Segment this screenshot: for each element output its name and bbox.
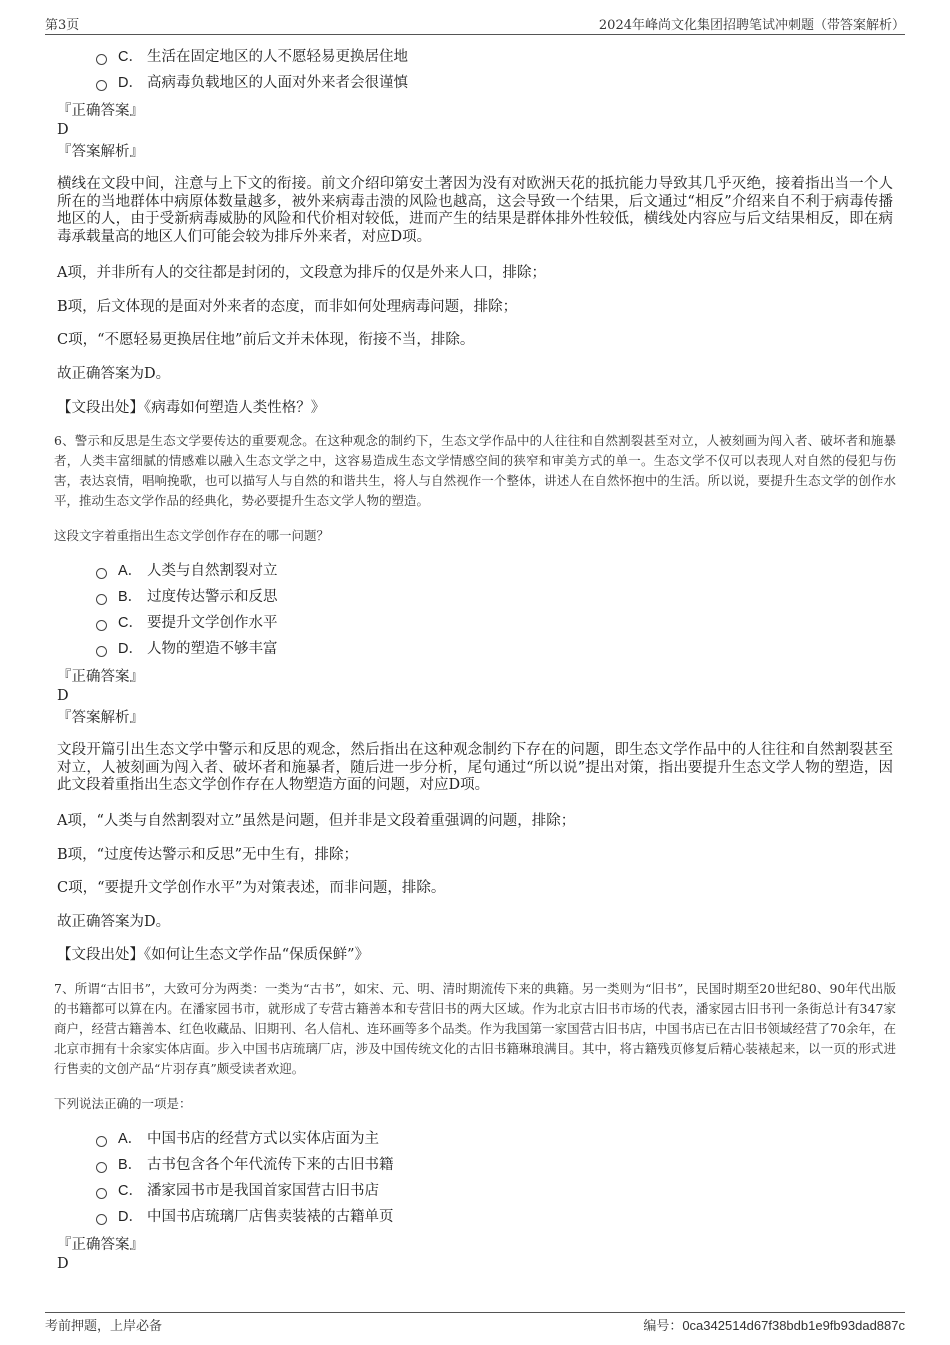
answer-label: 『正确答案』: [57, 1237, 144, 1253]
option-text: 过度传达警示和反思: [147, 589, 278, 605]
page-footer: [45, 1315, 905, 1333]
answer-value: D: [57, 688, 69, 704]
analysis-text: 文段开篇引出生态文学中警示和反思的观念，然后指出在这种观念制约下存在的问题，即生态文学作品中的人往往和自然割裂甚至对立，人被刻画为闯入者、破坏者和施暴者，随后进一步分析，尾句通过“所以说”提出对策，指出要提升生态文学人物的塑造，因此文段着重指出生态文学创作存在人物塑造方面的问题，对应D项。: [57, 742, 893, 793]
footer-divider: [45, 1312, 905, 1313]
option-text: 中国书店琉璃厂店售卖装裱的古籍单页: [147, 1209, 394, 1225]
answer-value: D: [57, 122, 69, 138]
option-text: 生活在固定地区的人不愿轻易更换居住地: [147, 49, 408, 65]
radio-icon[interactable]: [96, 80, 107, 91]
source-citation: 【文段出处】《如何让生态文学作品“保质保鲜”》: [57, 947, 370, 963]
option-d[interactable]: D． 人物的塑造不够丰富: [96, 639, 278, 659]
option-text: 人类与自然割裂对立: [147, 563, 278, 579]
analysis-text: 横线在文段中间，注意与上下文的衔接。前文介绍印第安土著因为没有对欧洲天花的抵抗能力导致其几乎灭绝，接着指出当一个人所在的当地群体中病原体数量越多，被外来病毒击溃的风险也越高，这会导致一个结果，后文通过“相反”介绍来自不利于病毒传播地区的人，由于受新病毒威胁的风险和代价相对较低，进而产生的结果是群体排外性较低，横线处内容应与后文结果相反，即在病毒承载量高的地区人们可能会较为排斥外来者，对应D项。: [57, 176, 893, 245]
option-d[interactable]: D． 中国书店琉璃厂店售卖装裱的古籍单页: [96, 1207, 394, 1227]
radio-icon[interactable]: [96, 1136, 107, 1147]
option-text: 潘家园书市是我国首家国营古旧书店: [147, 1183, 379, 1199]
option-c[interactable]: C． 生活在固定地区的人不愿轻易更换居住地: [96, 47, 408, 67]
option-text: 古书包含各个年代流传下来的古旧书籍: [147, 1157, 394, 1173]
answer-label: 『正确答案』: [57, 103, 144, 119]
document-id: [643, 1315, 905, 1334]
analysis-note: A项，并非所有人的交往都是封闭的，文段意为排斥的仅是外来人口，排除；: [57, 265, 546, 281]
option-text: 中国书店的经营方式以实体店面为主: [147, 1131, 379, 1147]
radio-icon[interactable]: [96, 646, 107, 657]
question-prompt: 这段文字着重指出生态文学创作存在的哪一问题？: [54, 528, 330, 543]
page-number: 第3页: [45, 18, 80, 33]
radio-icon[interactable]: [96, 568, 107, 579]
radio-icon[interactable]: [96, 620, 107, 631]
answer-value: D: [57, 1256, 69, 1272]
option-text: 人物的塑造不够丰富: [147, 641, 278, 657]
question-prompt: 下列说法正确的一项是：: [54, 1096, 192, 1111]
option-b[interactable]: B． 古书包含各个年代流传下来的古旧书籍: [96, 1155, 394, 1175]
option-d[interactable]: D． 高病毒负载地区的人面对外来者会很谨慎: [96, 73, 408, 93]
radio-icon[interactable]: [96, 1188, 107, 1199]
document-id-value: 0ca342514d67f38bdb1e9fb93dad887c: [682, 1318, 905, 1333]
analysis-note: B项，后文体现的是面对外来者的态度，而非如何处理病毒问题，排除；: [57, 299, 518, 315]
option-text: 要提升文学创作水平: [147, 615, 278, 631]
question-stem: 6、警示和反思是生态文学要传达的重要观念。在这种观念的制约下，生态文学作品中的人往往和自然割裂甚至对立，人被刻画为闯入者、破坏者和施暴者，人类丰富细腻的情感难以融入生态文学之中，这容易造成生态文学情感空间的狭窄和审美方式的单一。生态文学不仅可以表现人对自然的侵犯与伤害，表达哀情，唱响挽歌，也可以描写人与自然的和谐共生，将人与自然视作一个整体，讲述人在自然怀抱中的生活。所以说，要提升生态文学的创作水平，推动生态文学作品的经典化，势必要提升生态文学人物的塑造。: [54, 433, 896, 508]
radio-icon[interactable]: [96, 594, 107, 605]
option-a[interactable]: A． 人类与自然割裂对立: [96, 561, 278, 581]
option-c[interactable]: C． 潘家园书市是我国首家国营古旧书店: [96, 1181, 379, 1201]
option-a[interactable]: A． 中国书店的经营方式以实体店面为主: [96, 1129, 379, 1149]
option-b[interactable]: B． 过度传达警示和反思: [96, 587, 278, 607]
page-header: [45, 14, 905, 34]
analysis-note: C项，“要提升文学创作水平”为对策表述，而非问题，排除。: [57, 880, 446, 896]
analysis-note: 故正确答案为D。: [57, 366, 171, 382]
analysis-note: A项，“人类与自然割裂对立”虽然是问题，但并非是文段着重强调的问题，排除；: [57, 813, 576, 829]
radio-icon[interactable]: [96, 1214, 107, 1225]
document-title: 2024年峰尚文化集团招聘笔试冲刺题（带答案解析）: [598, 18, 905, 33]
radio-icon[interactable]: [96, 54, 107, 65]
answer-label: 『正确答案』: [57, 669, 144, 685]
radio-icon[interactable]: [96, 1162, 107, 1173]
analysis-note: 故正确答案为D。: [57, 914, 171, 930]
analysis-note: C项，“不愿轻易更换居住地”前后文并未体现，衔接不当，排除。: [57, 332, 475, 348]
header-divider: [45, 34, 905, 35]
option-c[interactable]: C． 要提升文学创作水平: [96, 613, 278, 633]
analysis-label: 『答案解析』: [57, 144, 144, 160]
option-text: 高病毒负载地区的人面对外来者会很谨慎: [147, 75, 408, 91]
analysis-note: B项，“过度传达警示和反思”无中生有，排除；: [57, 847, 358, 863]
analysis-label: 『答案解析』: [57, 710, 144, 726]
question-stem: 7、所谓“古旧书”，大致可分为两类：一类为“古书”，如宋、元、明、清时期流传下来的典籍。另一类则为“旧书”，民国时期至20世纪80、90年代出版的书籍都可以算在内。在潘家园书市，就形成了专营古籍善本和专营旧书的两大区域。作为北京古旧书市场的代表，潘家园古旧书刊一条街总计有347家商户，经营古籍善本、红色收藏品、旧期刊、名人信札、连环画等多个品类。作为我国第一家国营古旧书店，中国书店已在古旧书领域经营了70余年，在北京市拥有十余家实体店面。步入中国书店琉璃厂店，涉及中国传统文化的古旧书籍琳琅满目。其中，将古籍残页修复后精心装裱起来，以一页的形式进行售卖的文创产品“片羽存真”颇受读者欢迎。: [54, 981, 896, 1076]
source-citation: 【文段出处】《病毒如何塑造人类性格？》: [57, 400, 326, 416]
footer-slogan: 考前押题，上岸必备: [45, 1319, 163, 1334]
document-id-label: 编号：: [643, 1319, 683, 1334]
